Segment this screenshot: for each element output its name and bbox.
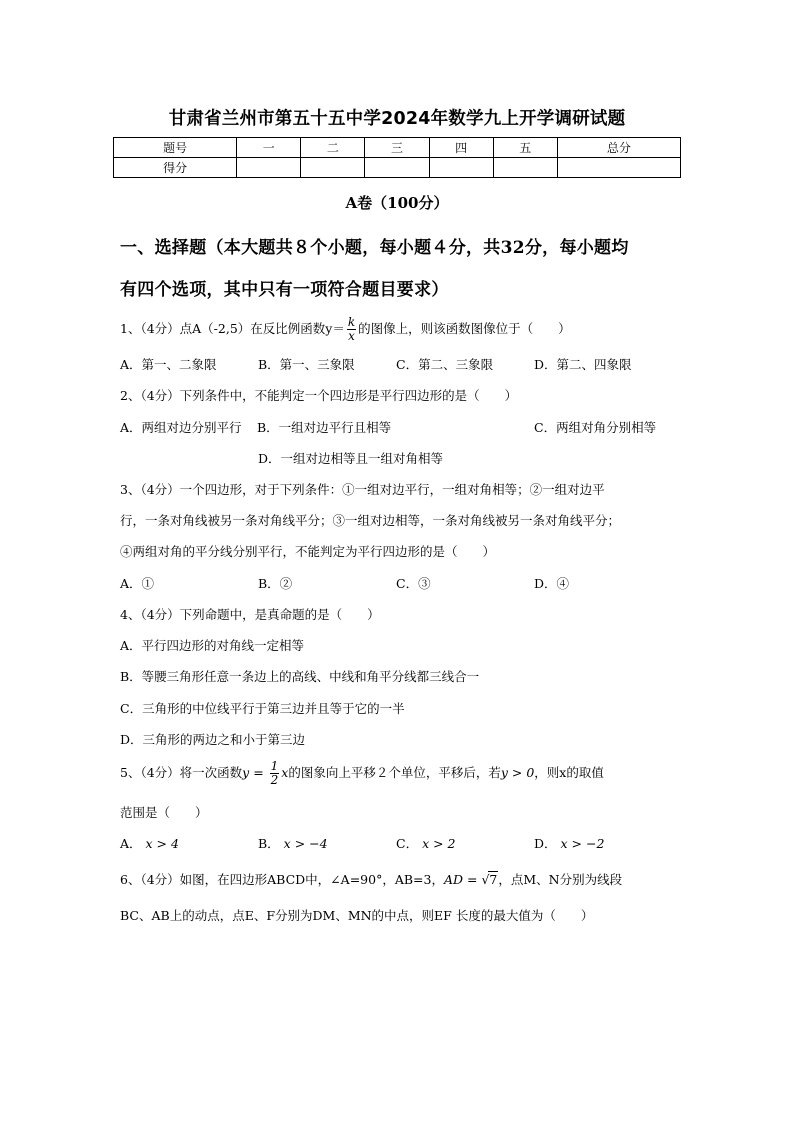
q6-ad: AD =	[443, 872, 482, 887]
q1-option-c: C．第二、三象限	[396, 357, 494, 372]
question-3-line3: ④两组对角的平分线分别平行，不能判定为平行四边形的是（ ）	[120, 544, 496, 559]
q5-text-pre: 5、（4分）将一次函数	[120, 765, 243, 780]
score-cell	[429, 158, 493, 178]
q3-option-b: B．②	[258, 576, 293, 591]
section-title: A卷（100分）	[345, 194, 449, 212]
q6-sqrt-value: 7	[489, 872, 498, 887]
q5-option-a-label: A．	[120, 836, 142, 851]
score-header-cell: 总分	[557, 138, 680, 158]
score-header-cell: 题号	[114, 138, 237, 158]
q5-option-d-math: x > −2	[560, 836, 605, 851]
score-header-cell: 五	[493, 138, 557, 158]
score-cell	[493, 158, 557, 178]
q2-option-c: C．两组对角分别相等	[534, 420, 657, 435]
q1-text-pre: 1、（4分）点A（-2,5）在反比例函数y＝	[120, 321, 345, 336]
question-3-line1: 3、（4分）一个四边形，对于下列条件：①一组对边平行，一组对角相等；②一组对边平	[120, 482, 605, 497]
question-5-line2: 范围是（ ）	[120, 805, 208, 820]
q2-option-a: A．两组对边分别平行	[120, 420, 242, 435]
q1-frac-num: k	[347, 315, 356, 329]
score-table-header-row	[114, 138, 681, 158]
part-heading-line1: 一、选择题（本大题共８个小题，每小题４分，共32分，每小题均	[120, 238, 629, 258]
q5-option-a	[120, 834, 179, 852]
q5-condition: y > 0	[500, 765, 535, 780]
score-row-label: 得分	[114, 158, 237, 178]
q5-option-a-math: x > 4	[145, 836, 179, 851]
q5-option-c-label: C．	[396, 836, 419, 851]
q4-option-b: B．等腰三角形任意一条边上的高线、中线和角平分线都三线合一	[120, 669, 480, 684]
q5-option-c-math: x > 2	[422, 836, 456, 851]
q1-fraction	[347, 316, 356, 343]
score-cell	[301, 158, 365, 178]
q1-option-a: A．第一、二象限	[120, 357, 217, 372]
q1-option-d: D．第二、四象限	[534, 357, 632, 372]
q2-option-d: D．一组对边相等且一组对角相等	[258, 451, 444, 466]
q5-option-d	[534, 834, 604, 852]
q5-option-b-math: x > −4	[283, 836, 328, 851]
score-table	[113, 137, 681, 178]
q5-option-b	[258, 834, 328, 852]
q6-sqrt-sign: √	[481, 872, 490, 887]
q5-eq: =	[249, 765, 268, 780]
q1-text-post: 的图像上，则该函数图像位于（ ）	[358, 321, 571, 336]
q3-option-a: A．①	[120, 576, 155, 591]
score-cell	[237, 158, 301, 178]
q5-option-b-label: B．	[258, 836, 280, 851]
score-header-cell: 二	[301, 138, 365, 158]
q5-frac-num: 1	[270, 759, 279, 773]
q5-fraction	[270, 760, 280, 787]
q6-text-pre: 6、（4分）如图，在四边形ABCD中，∠A=90°，AB=3，	[120, 872, 444, 887]
q3-option-c: C．③	[396, 576, 431, 591]
q5-text-mid: 的图象向上平移２个单位，平移后，若	[288, 765, 501, 780]
question-5	[120, 760, 680, 787]
q5-y: y	[242, 765, 250, 780]
q5-text-post: ，则x的取值	[534, 765, 604, 780]
q2-option-b: B．一组对边平行且相等	[257, 420, 392, 435]
score-cell	[365, 158, 429, 178]
question-4: 4、（4分）下列命题中，是真命题的是（ ）	[120, 607, 380, 622]
score-header-cell: 一	[237, 138, 301, 158]
question-1	[120, 316, 680, 343]
score-cell	[557, 158, 680, 178]
question-2: 2、（4分）下列条件中，不能判定一个四边形是平行四边形的是（ ）	[120, 388, 518, 403]
q5-frac-den: 2	[270, 773, 279, 787]
q6-text-post: ，点M、N分别为线段	[498, 872, 623, 887]
part-heading-line2: 有四个选项，其中只有一项符合题目要求）	[120, 280, 449, 300]
q1-option-b: B．第一、三象限	[258, 357, 355, 372]
question-6-line2: BC、AB上的动点，点E、F分别为DM、MN的中点，则EF 长度的最大值为（ ）	[120, 908, 594, 923]
score-table-score-row	[114, 158, 681, 178]
q4-option-a: A．平行四边形的对角线一定相等	[120, 638, 305, 653]
q4-option-c: C．三角形的中位线平行于第三边并且等于它的一半	[120, 701, 405, 716]
score-header-cell: 三	[365, 138, 429, 158]
question-6	[120, 870, 680, 888]
score-header-cell: 四	[429, 138, 493, 158]
q5-x: x	[281, 765, 289, 780]
q3-option-d: D．④	[534, 576, 570, 591]
q4-option-d: D．三角形的两边之和小于第三边	[120, 732, 306, 747]
q5-option-c	[396, 834, 456, 852]
q5-option-d-label: D．	[534, 836, 557, 851]
q1-frac-den: x	[348, 329, 355, 343]
question-3-line2: 行，一条对角线被另一条对角线平分；③一组对边相等，一条对角线被另一条对角线平分；	[120, 513, 621, 528]
exam-title: 甘肃省兰州市第五十五中学2024年数学九上开学调研试题	[168, 109, 626, 129]
